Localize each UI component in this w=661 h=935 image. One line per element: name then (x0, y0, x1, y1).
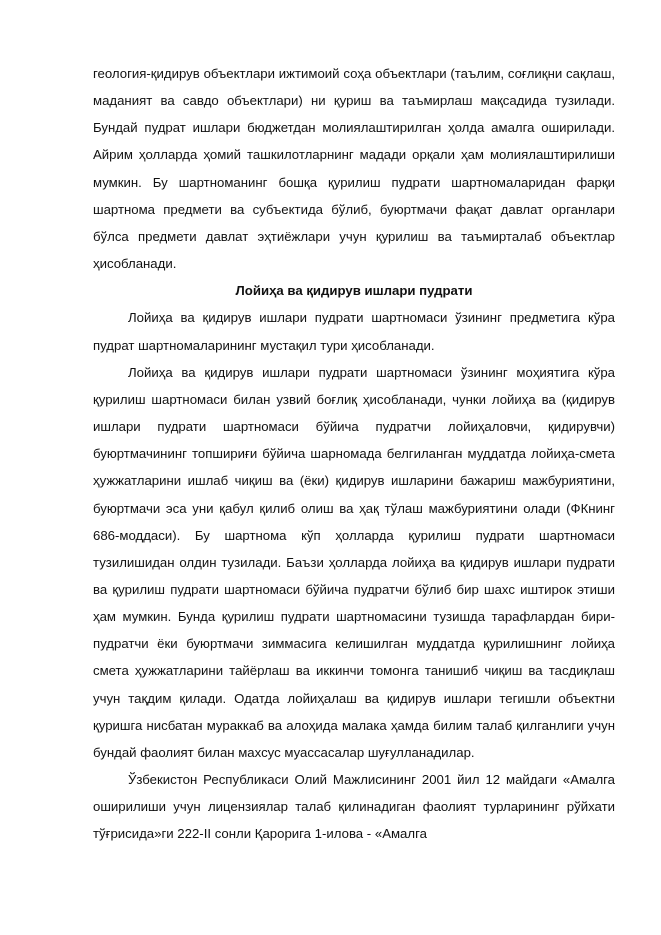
section-heading: Лойиҳа ва қидирув ишлари пудрати (235, 283, 473, 299)
paragraph-legislation: Ўзбекистон Республикаси Олий Мажлисининг 2001 йил 12 майдаги «Амалга оширилиши учун лицензиялар талаб қилинадиган фаолият турларининг рўйхати тўғрисида»ги 222-II сонли Қарорига 1-илова - «Амалга (93, 772, 615, 842)
paragraph-definition: Лойиҳа ва қидирув ишлари пудрати шартномаси ўзининг предметига кўра пудрат шартномаларининг мустақил тури ҳисобланади. (93, 310, 615, 353)
paragraph-essence: Лойиҳа ва қидирув ишлари пудрати шартномаси ўзининг моҳиятига кўра қурилиш шартномаси билан узвий боғлиқ ҳисобланади, чунки лойиҳа ва (қидирув ишлари пудрати шартномаси бўйича пудратчи лойиҳаловчи, қидирувчи) буюртмачининг топшириғи бўйича шарномада белгиланган муддатда лойиҳа-смета ҳужжатларини ишлаб чиқиш ва (ёки) қидирув ишларини бажариш мажбуриятини, буюртмачи эса уни қабул қилиб олиш ва ҳақ тўлаш мажбуриятини олади (ФКнинг 686-моддаси). Бу шартнома кўп ҳолларда қурилиш пудрати шартномаси тузилишидан олдин тузилади. Баъзи ҳолларда лойиҳа ва қидирув ишлари пудрати ва қурилиш пудрати шартномаси бўйича пудратчи бўлиб бир шахс иштирок этиши ҳам мумкин. Бунда қурилиш пудрати шартномасини тузишда тарафлардан бири-пудратчи ёки буюртмачи зиммасига келишилган муддатда қурилишнинг лойиҳа смета ҳужжатларини тайёрлаш ва иккинчи томонга танишиб чиқиш ва тасдиқлаш учун тақдим қилади. Одатда лойиҳалаш ва қидирув ишлари тегишли объектни қуришга нисбатан мураккаб ва алоҳида малака ҳамда билим талаб қилганлиги учун бундай фаолият билан махсус муассасалар шуғулланадилар. (93, 364, 615, 760)
document-body (93, 60, 615, 848)
paragraph-intro: геология-қидирув объектлари ижтимоий соҳа объектлари (таълим, соғлиқни сақлаш, маданият ва савдо объектлари) ни қуриш ва таъмирлаш мақсадида тузилади. Бундай пудрат ишлари бюджетдан молиялаштирилган ҳолда амалга оширилади. Айрим ҳолларда ҳомий ташкилотларнинг мадади орқали ҳам молиялаштирилиши мумкин. Бу шартноманинг бошқа қурилиш пудрати шартномаларидан фарқи шартнома предмети ва субъектида бўлиб, буюртмачи фақат давлат органлари бўлса предмети давлат эҳтиёжлари учун қурилиш ва таъмирталаб объектлар ҳисобланади. (93, 66, 615, 272)
